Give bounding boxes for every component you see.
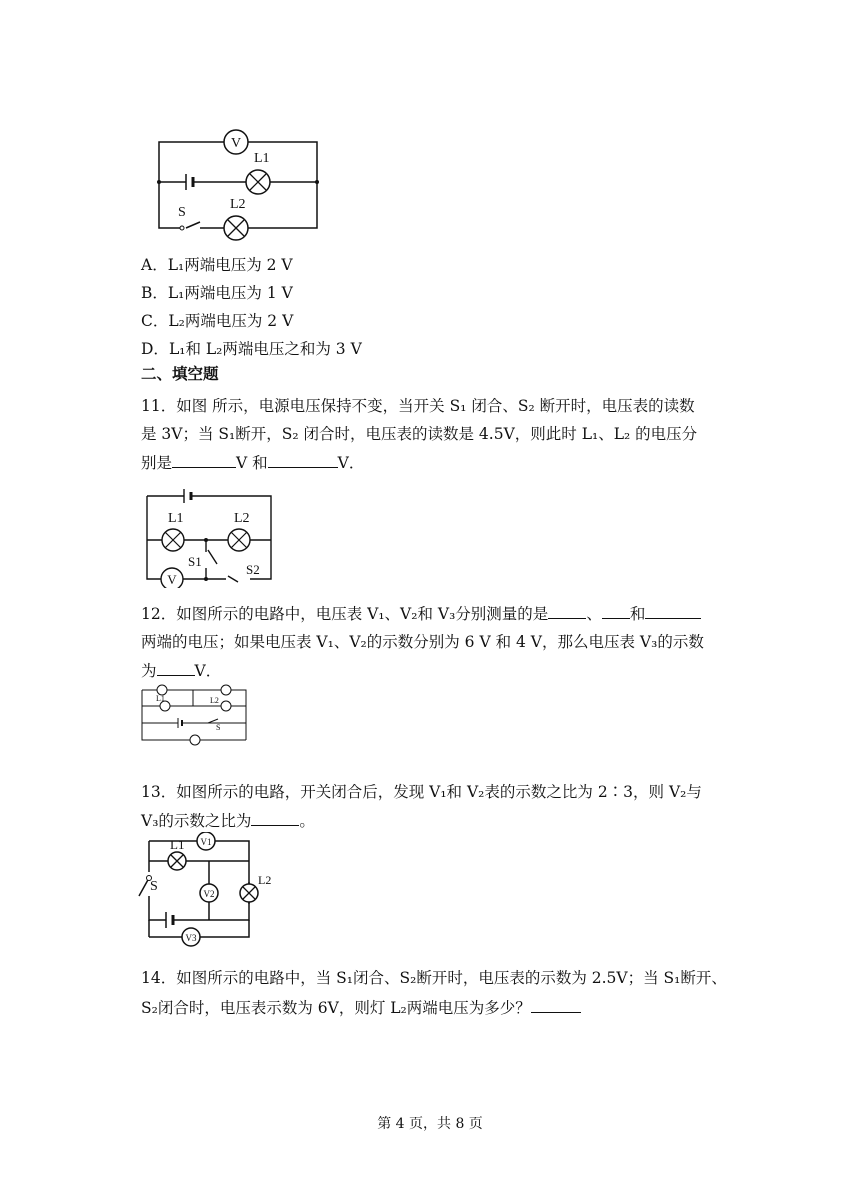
section-heading: 二、填空题 bbox=[141, 364, 219, 383]
svg-text:S1: S1 bbox=[188, 554, 202, 569]
svg-text:L1: L1 bbox=[254, 151, 270, 166]
svg-text:L2: L2 bbox=[234, 511, 250, 526]
svg-text:S: S bbox=[150, 879, 158, 894]
q14-line2: S₂闭合时，电压表示数为 6V，则灯 L₂两端电压为多少？ bbox=[141, 997, 581, 1018]
voltmeter-v2 bbox=[200, 884, 218, 902]
answer-blank[interactable] bbox=[531, 997, 581, 1013]
lamp-l1 bbox=[246, 151, 270, 194]
svg-text:L1: L1 bbox=[168, 511, 184, 526]
svg-text:V1: V1 bbox=[200, 837, 212, 847]
circuit-diagram-fig1 bbox=[150, 122, 330, 244]
voltmeter bbox=[161, 568, 183, 588]
answer-blank[interactable] bbox=[645, 603, 701, 619]
lamp-l1 bbox=[162, 511, 184, 551]
q13-line2: V₃的示数之比为 。 bbox=[141, 812, 315, 830]
svg-text:L2: L2 bbox=[258, 873, 272, 887]
lamp-l2 bbox=[240, 873, 271, 902]
answer-blank[interactable] bbox=[172, 452, 236, 468]
q12-line3: 为 V． bbox=[141, 662, 222, 680]
q12-line2: 两端的电压；如果电压表 V₁、V₂的示数分别为 6 V 和 4 V，那么电压表 V₃的示数 bbox=[141, 633, 704, 651]
q11-line1: 11．如图 所示，电源电压保持不变，当开关 S₁ 闭合、S₂ 断开时，电压表的读数 bbox=[141, 397, 695, 415]
svg-text:L1: L1 bbox=[156, 694, 165, 703]
answer-blank[interactable] bbox=[157, 660, 195, 676]
svg-text:L2: L2 bbox=[210, 696, 219, 705]
svg-text:V3: V3 bbox=[185, 933, 197, 943]
option-a: A．L₁两端电压为 2 V bbox=[141, 256, 293, 274]
svg-text:V: V bbox=[167, 572, 177, 587]
svg-text:L1: L1 bbox=[170, 837, 185, 852]
svg-text:S: S bbox=[178, 205, 186, 220]
q13-line1: 13．如图所示的电路，开关闭合后，发现 V₁和 V₂表的示数之比为 2∶3，则 V₂与 bbox=[141, 783, 702, 801]
option-c: C．L₂两端电压为 2 V bbox=[141, 312, 294, 330]
lamp-l2 bbox=[224, 197, 248, 240]
option-d: D．L₁和 L₂两端电压之和为 3 V bbox=[141, 340, 362, 358]
q12-line1: 12．如图所示的电路中，电压表 V₁、V₂和 V₃分别测量的是 、 和 bbox=[141, 603, 701, 624]
q11-line2: 是 3V；当 S₁断开，S₂ 闭合时，电压表的读数是 4.5V，则此时 L₁、L₂ 的电压分 bbox=[141, 425, 698, 443]
circuit-diagram-q12 bbox=[138, 683, 250, 747]
voltmeter-v3 bbox=[182, 928, 200, 946]
option-b: B．L₁两端电压为 1 V bbox=[141, 284, 293, 302]
page-footer: 第 4 页，共 8 页 bbox=[377, 1116, 483, 1132]
svg-text:S: S bbox=[216, 723, 221, 732]
svg-text:L2: L2 bbox=[230, 197, 246, 212]
voltmeter bbox=[224, 130, 248, 154]
answer-blank[interactable] bbox=[548, 603, 586, 619]
q11-line3: 别是 V 和 V． bbox=[141, 454, 365, 472]
lamp-l2 bbox=[228, 511, 250, 551]
svg-text:V: V bbox=[230, 136, 242, 151]
q14-line1: 14．如图所示的电路中，当 S₁闭合、S₂断开时，电压表的示数为 2.5V；当 S₁断开、 bbox=[141, 969, 727, 987]
svg-text:S2: S2 bbox=[246, 562, 260, 577]
svg-text:V2: V2 bbox=[203, 889, 215, 899]
circuit-diagram-q11 bbox=[140, 484, 276, 588]
voltmeter-v1 bbox=[197, 832, 215, 850]
lamp-l1 bbox=[168, 837, 186, 870]
answer-blank[interactable] bbox=[602, 603, 630, 619]
answer-blank[interactable] bbox=[268, 452, 338, 468]
circuit-diagram-q13 bbox=[136, 832, 276, 950]
answer-blank[interactable] bbox=[251, 810, 299, 826]
